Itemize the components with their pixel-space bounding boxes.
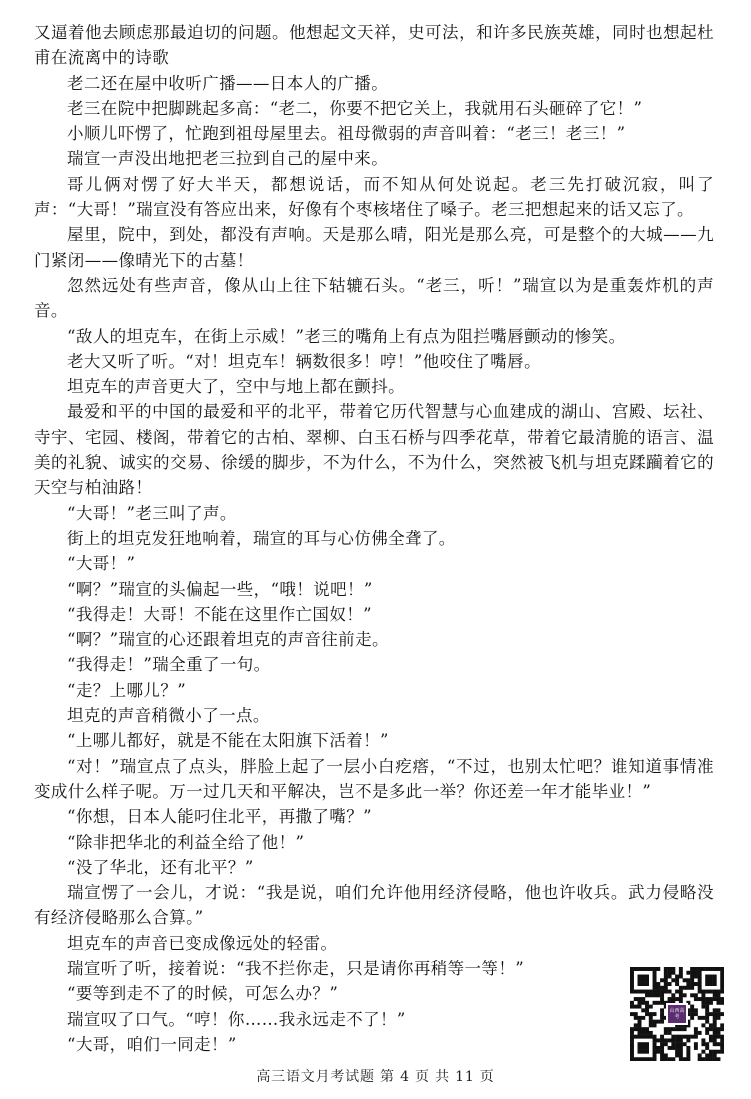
paragraph: “大哥！” — [67, 554, 136, 574]
paragraph: 瑞宣叹了口气。“哼！你……我永远走不了！” — [67, 1009, 406, 1029]
paragraph: “走？上哪儿？” — [67, 680, 187, 700]
paragraph: 又逼着他去顾虑那最迫切的问题。他想起文天祥，史可法，和许多民族英雄，同时也想起杜甫在流离中的诗歌 — [34, 23, 714, 68]
passage-text — [34, 20, 714, 1057]
paragraph: “我得走！大哥！不能在这里作亡国奴！” — [67, 604, 372, 624]
qr-logo-badge: 山西高考 — [666, 1003, 688, 1025]
paragraph: 老三在院中把脚跳起多高：“老二，你要不把它关上，我就用石头砸碎了它！” — [67, 98, 643, 118]
paragraph: “大哥！”老三叫了声。 — [67, 503, 237, 523]
paragraph: 忽然远处有些声音，像从山上往下轱辘石头。“老三，听！”瑞宣以为是重轰炸机的声音。 — [34, 275, 714, 321]
paragraph: 老大又听了听。“对！坦克车！辆数很多！哼！”他咬住了嘴唇。 — [67, 351, 541, 371]
paragraph: 瑞宣一声没出地把老三拉到自己的屋中来。 — [67, 149, 389, 169]
paragraph: “我得走！”瑞全重了一句。 — [67, 655, 271, 675]
paragraph: “啊？”瑞宣的心还跟着坦克的声音往前走。 — [67, 630, 389, 650]
paragraph: 坦克车的声音已变成像远处的轻雷。 — [67, 933, 338, 953]
paragraph: “对！”瑞宣点了点头，胖脸上起了一层小白疙瘩，“不过，也别太忙吧？谁知道事情准变成什么样子呢。万一过几天和平解决，岂不是多此一举？你还差一年才能毕业！” — [34, 756, 714, 801]
paragraph: “没了华北，还有北平？” — [67, 857, 254, 877]
paragraph: “上哪儿都好，就是不能在太阳旗下活着！” — [67, 731, 389, 751]
paragraph: 坦克的声音稍微小了一点。 — [67, 706, 270, 726]
paragraph: 哥儿俩对愣了好大半天，都想说话，而不知从何处说起。老三先打破沉寂，叫了声：“大哥！”瑞宣没有答应出来，好像有个枣核堵住了嗓子。老三把想起来的话又忘了。 — [34, 174, 714, 220]
paragraph: 最爱和平的中国的最爱和平的北平，带着它历代智慧与心血建成的湖山、宫殿、坛社、寺宇、宅园、楼阁，带着它的古柏、翠柳、白玉石桥与四季花草，带着它最清脆的语言、温美的礼貌、诚实的交易、徐缓的脚步，不为什么，不为什么，突然被飞机与坦克蹂躏着它的天空与柏油路！ — [34, 402, 714, 498]
paragraph: 小顺儿吓愣了，忙跑到祖母屋里去。祖母微弱的声音叫着：“老三！老三！” — [67, 124, 626, 144]
paragraph: 屋里，院中，到处，都没有声响。天是那么晴，阳光是那么亮，可是整个的大城——九门紧闭——像晴光下的古墓！ — [34, 225, 714, 270]
paragraph: 瑞宣愣了一会儿，才说：“我是说，咱们允许他用经济侵略，他也许收兵。武力侵略没有经济侵略那么合算。” — [34, 883, 714, 928]
paragraph: “你想，日本人能叼住北平，再撒了嘴？” — [67, 807, 372, 827]
paragraph: 街上的坦克发狂地响着，瑞宣的耳与心仿佛全聋了。 — [67, 528, 456, 548]
paragraph: 坦克车的声音更大了，空中与地上都在颤抖。 — [67, 377, 405, 397]
page-footer: 高三语文月考试题 第 4 页 共 11 页 — [256, 1069, 495, 1085]
paragraph: “大哥，咱们一同走！” — [67, 1034, 237, 1054]
paragraph: “啊？”瑞宣的头偏起一些，“哦！说吧！” — [67, 579, 373, 599]
paragraph: “除非把华北的利益全给了他！” — [67, 832, 305, 852]
qr-code — [630, 967, 724, 1061]
paragraph: “敌人的坦克车，在街上示威！”老三的嘴角上有点为阻拦嘴唇颤动的惨笑。 — [67, 326, 626, 346]
paragraph: 老二还在屋中收听广播——日本人的广播。 — [67, 73, 389, 93]
paragraph: 瑞宣听了听，接着说：“我不拦你走，只是请你再稍等一等！” — [67, 958, 525, 978]
paragraph: “要等到走不了的时候，可怎么办？” — [67, 984, 339, 1004]
